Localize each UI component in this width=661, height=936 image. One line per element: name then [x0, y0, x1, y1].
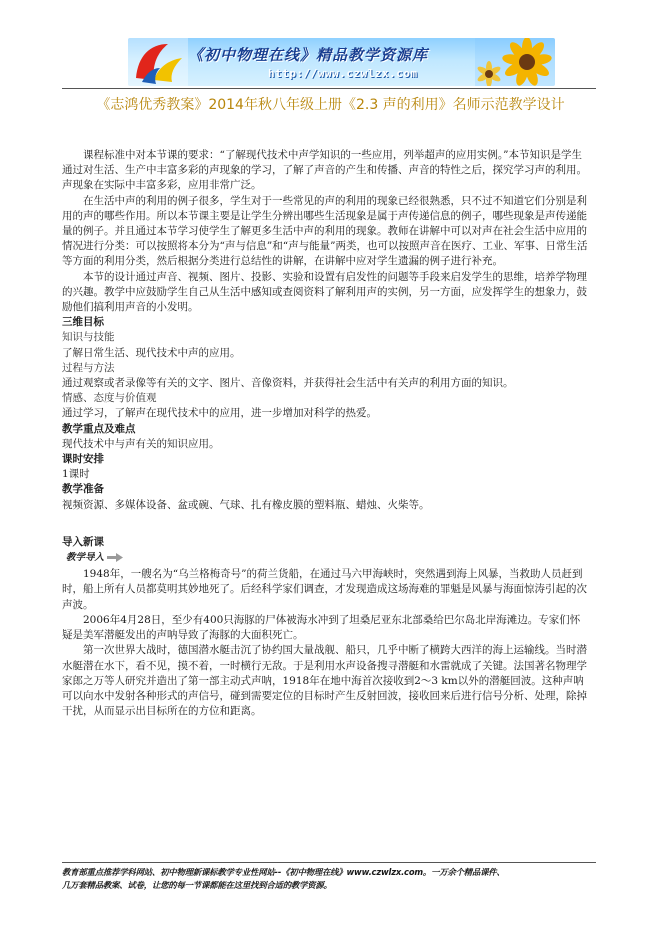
objectives-heading: 三维目标 — [62, 316, 104, 329]
document-title: 《志鸿优秀教案》2014年秋八年级上册《2.3 声的利用》名师示范教学设计 — [96, 97, 565, 113]
teaching-lead-label — [66, 550, 588, 565]
arrow-right-icon — [107, 553, 123, 562]
objective-text: 了解日常生活、现代技术中声的应用。 — [62, 346, 241, 359]
footer-line: 几万套精品教案、试卷，让您的每一节课都能在这里找到合适的教学资源。 — [62, 880, 332, 890]
banner-url[interactable]: http://www.czwlzx.com — [268, 67, 418, 80]
header-divider — [62, 88, 596, 89]
objective-text: 通过观察或者录像等有关的文字、图片、音像资料，并获得社会生活中有关声的利用方面的知识。 — [62, 377, 514, 390]
story-paragraph: 2006年4月28日，至少有400只海豚的尸体被海水冲到了坦桑尼亚东北部桑给巴尔岛北岸海滩边。专家们怀疑是美军潜艇发出的声呐导致了海豚的大面积死亡。 — [62, 613, 581, 642]
introduction-heading: 导入新课 — [62, 535, 104, 548]
objective-label: 过程与方法 — [62, 361, 115, 374]
objective-label: 知识与技能 — [62, 331, 115, 344]
objective-text: 通过学习，了解声在现代技术中的应用，进一步增加对科学的热爱。 — [62, 407, 377, 420]
story-paragraph: 1948年，一艘名为“乌兰格梅奇号”的荷兰货船，在通过马六甲海峡时，突然遇到海上风暴，当救助人员赶到时，船上所有人员都莫明其妙地死了。后经科学家们调查，才发现造成这场海难的罪魁是风暴与海面惊涛引起的次声波。 — [62, 568, 587, 611]
intro-paragraph: 本节的设计通过声音、视频、图片、投影、实验和设置有启发性的问题等手段来启发学生的思维，培养学物理的兴趣。教学中应鼓励学生自己从生活中感知或查阅资料了解利用声的实例，另一方面，应发挥学生的想象力，鼓励他们搞利用声音的小发明。 — [62, 270, 587, 314]
key-points-text: 现代技术中与声有关的知识应用。 — [62, 437, 220, 450]
banner-title: 《初中物理在线》精品教学资源库 — [188, 46, 429, 64]
site-banner — [128, 38, 555, 86]
page-footer — [62, 866, 602, 892]
footer-divider — [62, 862, 596, 863]
teaching-lead-text: 教学导入 — [66, 552, 105, 564]
intro-paragraph: 在生活中声的利用的例子很多，学生对于一些常见的声的利用的现象已经很熟悉，只不过不知道它们分别是利用的声的哪些作用。所以本节课主要是让学生分辨出哪些生活现象是属于声传递信息的例子，哪些现象是声传递能量的例子。并且通过本节学习使学生了解更多生活中声的利用的现象。教师在讲解中可以对声在社会生活中应用的情况进行分类：可以按照将本分为“声与信息”和“声与能量”两类，也可以按照声音在医疗、工业、军事、日常生活等方面的利用分类，然后根据分类进行总结性的讲解，在讲解中应对学生遗漏的例子进行补充。 — [62, 194, 588, 268]
preparation-text: 视频资源、多媒体设备、盆或碗、气球、扎有橡皮膜的塑料瓶、蜡烛、火柴等。 — [62, 498, 430, 511]
site-logo-icon — [128, 38, 188, 86]
section-spacer — [62, 513, 588, 535]
objective-label: 情感、态度与价值观 — [62, 392, 157, 405]
intro-paragraph: 课程标准中对本节课的要求：“了解现代技术中声学知识的一些应用，列举超声的应用实例。”本节知识是学生通过对生活、生产中丰富多彩的声现象的学习，了解了声音的产生和传播、声音的特性之后，探究学习声的利用。声现象在实际中丰富多彩，应用非常广泛。 — [62, 149, 587, 192]
schedule-text: 1课时 — [62, 468, 90, 481]
key-points-heading: 教学重点及难点 — [62, 422, 136, 435]
document-body — [62, 148, 588, 719]
preparation-heading: 教学准备 — [62, 483, 104, 496]
footer-line: 教育部重点推荐学科网站、初中物理新课标教学专业性网站--《初中物理在线》www.czwlzx.com。一万余个精品课件、 — [62, 867, 505, 877]
sunflower-icon — [475, 38, 555, 86]
schedule-heading: 课时安排 — [62, 453, 104, 466]
story-paragraph: 第一次世界大战时，德国潜水艇击沉了协约国大量战舰、船只，几乎中断了横跨大西洋的海上运输线。当时潜水艇潜在水下，看不见，摸不着，一时横行无敌。于是利用水声设备搜寻潜艇和水雷就成了关键。法国著名物理学家郎之万等人研究并造出了第一部主动式声呐，1918年在地中海首次接收到2～3 km以外的潜艇回波。这种声呐可以向水中发射各种形式的声信号，碰到需要定位的目标时产生反射回波，接收回来后进行信号分析、处理，除掉干扰，从而显示出目标所在的方位和距离。 — [62, 644, 587, 718]
